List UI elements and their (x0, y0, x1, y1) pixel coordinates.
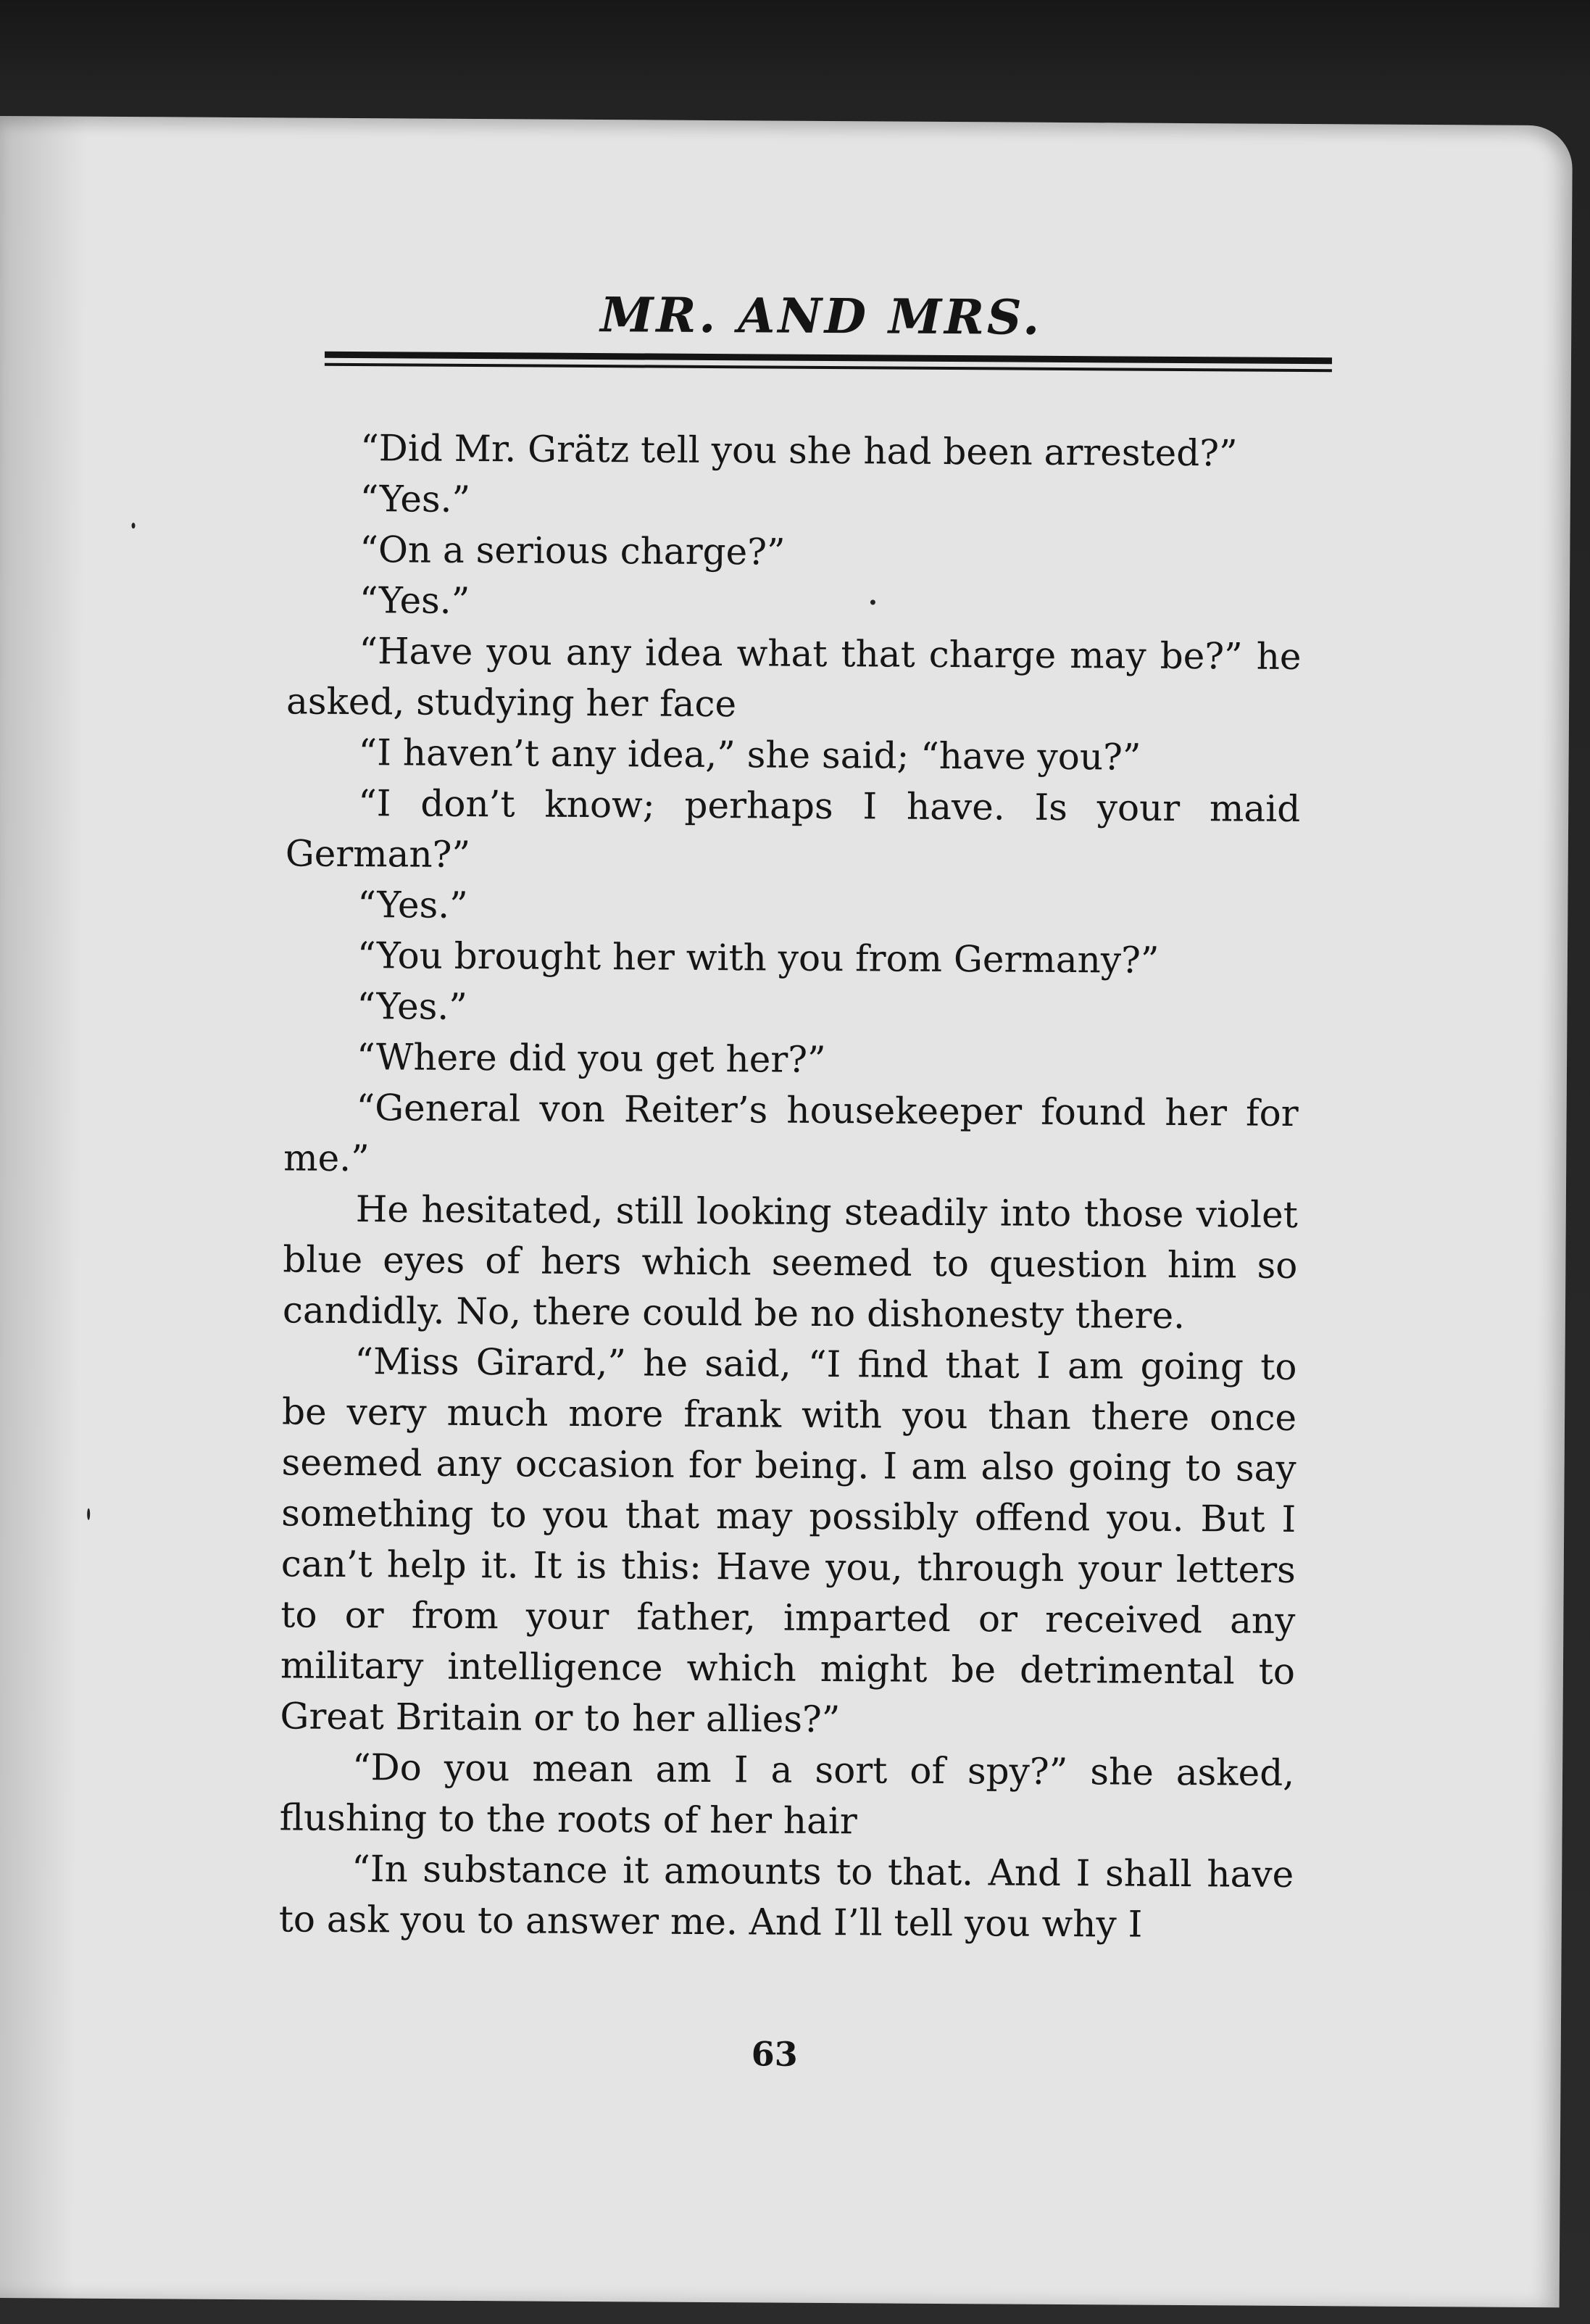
paragraph: He hesitated, still looking steadily into those violet blue eyes of hers which seemed to question him so candidly. No, there could be no dishonesty there. (282, 1188, 1298, 1337)
paragraph: “Yes.” (357, 985, 468, 1028)
paragraph: “Do you mean am I a sort of spy?” she asked, flushing to the roots of her hair (279, 1746, 1295, 1843)
paragraph: “Did Mr. Grätz tell you she had been arrested?” (360, 427, 1238, 475)
book-page (0, 116, 1573, 2307)
paragraph: “I don’t know; perhaps I have. Is your maid German?” (285, 782, 1301, 876)
page-number: 63 (751, 2034, 798, 2074)
paragraph: “You brought her with you from Germany?” (357, 934, 1160, 982)
paragraph: “Miss Girard,” he said, “I find that I am going to be very much more frank with you than there once seemed any occasion for being. I am also going to say something to you that may possibly offend you. But I can’t help it. It is this: Have you, through your letters to or from your father, imparted or received any military intelligence which might be detrimental to Great Britain or to her allies?” (280, 1340, 1297, 1741)
scan-speck (870, 599, 875, 605)
paragraph: “On a serious charge?” (359, 528, 786, 573)
running-head: MR. AND MRS. (600, 286, 1043, 346)
header-rule-thick (325, 352, 1332, 364)
paragraph: “General von Reiter’s housekeeper found her for me.” (283, 1087, 1299, 1180)
scan-speck (87, 1508, 90, 1520)
header-rule-thin (325, 363, 1332, 372)
paragraph: “Yes.” (359, 478, 471, 520)
body-text (279, 422, 1303, 1951)
page-gutter-shadow (0, 116, 87, 2299)
paragraph: “Where did you get her?” (356, 1036, 826, 1081)
paragraph: “Yes.” (357, 884, 468, 926)
paragraph: “Have you any idea what that charge may be?” he asked, studying her face (286, 630, 1302, 726)
paragraph: “In substance it amounts to that. And I shall have to ask you to answer me. And I’ll tell you why I (278, 1848, 1294, 1946)
paragraph: “Yes.” (359, 579, 470, 622)
scan-speck (132, 523, 136, 528)
paragraph: “I haven’t any idea,” she said; “have you?” (358, 731, 1141, 779)
